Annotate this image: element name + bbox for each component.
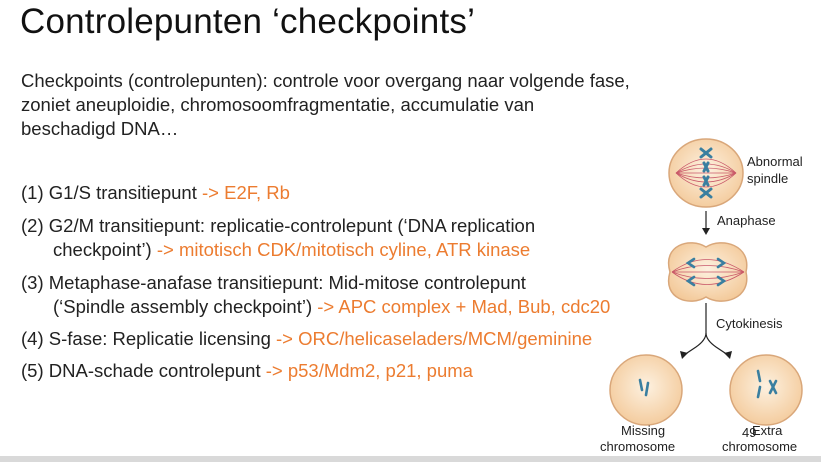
checkpoint-item-1 — [21, 181, 290, 205]
checkpoint-text: Metaphase-anafase transitiepunt: Mid-mitose controlepunt — [48, 272, 526, 293]
checkpoint-number: (5) — [21, 360, 44, 381]
metaphase-cell — [669, 139, 743, 207]
checkpoint-item-2 — [21, 214, 535, 262]
slide-title: Controlepunten ‘checkpoints’ — [20, 2, 476, 41]
checkpoint-accent: -> mitotisch CDK/mitotisch cyline, ATR kinase — [156, 239, 531, 260]
checkpoint-text: G2/M transitiepunt: replicatie-controlepunt (‘DNA replication — [48, 215, 536, 236]
anaphase-cell — [669, 243, 747, 301]
label-missing: Missing — [621, 423, 666, 438]
checkpoint-number: (1) — [21, 182, 44, 203]
checkpoint-item-3 — [21, 271, 610, 319]
checkpoint-item-5 — [21, 359, 473, 383]
bottom-scroll-bar — [0, 456, 821, 462]
daughter-cell-extra — [730, 355, 802, 425]
checkpoint-accent: -> ORC/helicaseladers/MCM/geminine — [276, 328, 593, 349]
cell-division-figure — [600, 135, 821, 462]
anaphase-arrow — [702, 211, 710, 235]
page-number: 49 — [742, 425, 757, 440]
checkpoint-text-continued: checkpoint’) — [53, 239, 157, 260]
checkpoint-accent: -> APC complex + Mad, Bub, cdc20 — [317, 296, 611, 317]
intro-paragraph: Checkpoints (controlepunten): controle voor overgang naar volgende fase, zoniet aneuploidie, chromosoomfragmentatie, accumulatie van beschadigd DNA… — [21, 70, 630, 139]
label-spindle: spindle — [747, 171, 789, 186]
label-abnormal: Abnormal — [747, 154, 803, 169]
label-extra: Extra — [752, 423, 783, 438]
label-cytokinesis: Cytokinesis — [716, 316, 783, 331]
checkpoint-text: G1/S transitiepunt — [48, 182, 202, 203]
checkpoint-accent: -> E2F, Rb — [202, 182, 290, 203]
checkpoint-number: (2) — [21, 215, 44, 236]
label-missing-chromosome: chromosome — [600, 439, 676, 454]
checkpoint-accent: -> p53/Mdm2, p21, puma — [265, 360, 473, 381]
checkpoint-text: DNA-schade controlepunt — [48, 360, 266, 381]
checkpoint-item-4 — [21, 327, 592, 351]
daughter-cell-missing — [610, 355, 682, 425]
checkpoint-number: (3) — [21, 272, 44, 293]
abnormal-spindle-diagram — [600, 135, 821, 462]
checkpoint-text: S-fase: Replicatie licensing — [48, 328, 277, 349]
label-anaphase: Anaphase — [717, 213, 776, 228]
label-extra-chromosome: chromosome — [722, 439, 798, 454]
checkpoint-number: (4) — [21, 328, 44, 349]
checkpoint-text-continued: (‘Spindle assembly checkpoint’) — [53, 296, 318, 317]
